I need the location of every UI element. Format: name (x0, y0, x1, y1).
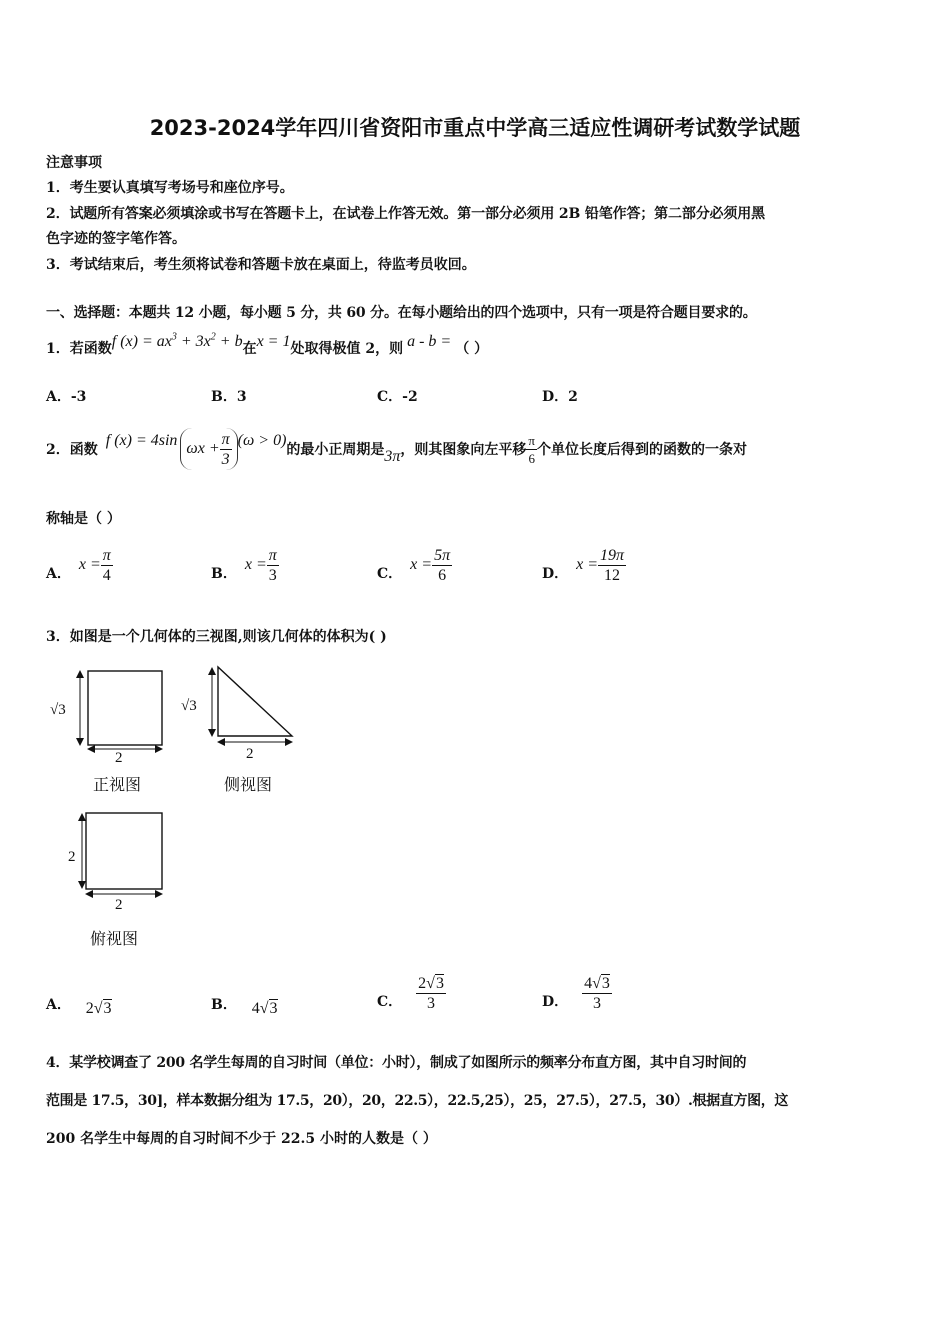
q3-option-b-label: B． (211, 997, 237, 1013)
top-view-square (86, 813, 162, 889)
q1-exp2: 2 (210, 331, 216, 343)
side-view-caption: 侧视图 (224, 775, 273, 794)
q2-mid-1: 的最小正周期是 (286, 442, 385, 458)
q3-option-a-label: A． (46, 997, 71, 1013)
q3-option-d-radicand: 3 (601, 974, 610, 992)
notice-item-3: 3．考试结束后，考生须将试卷和答题卡放在桌面上，待监考员收回。 (46, 257, 476, 273)
side-view-width-label: 2 (246, 746, 254, 762)
q1-paren: （ ） (455, 341, 489, 357)
q3-option-b-coef: 4 (251, 1000, 260, 1017)
q2-option-b-den: 3 (268, 566, 277, 584)
q4-line-3: 200 名学生中每周的自习时间不少于 22.5 小时的人数是（ ） (46, 1131, 437, 1147)
q2-three: 3 (221, 450, 230, 468)
q2-pi: π (221, 430, 230, 448)
q2-option-d-x: x = (576, 556, 599, 573)
q3-option-d: D． $\frac{4√3}{3}$ (542, 974, 610, 1012)
q3-option-b-radicand: 3 (269, 1000, 278, 1017)
q2-option-c-x: x = (410, 556, 433, 573)
q3-option-c-den: 3 (427, 994, 436, 1012)
q2-option-b-num: π (268, 546, 277, 564)
q1-option-b: B．3 (211, 389, 247, 405)
page-title: 2023-2024学年四川省资阳市重点中学高三适应性调研考试数学试题 (149, 116, 801, 140)
q2-mid-3: 个单位长度后得到的函数的一条对 (536, 442, 747, 458)
q2-option-a-x: x = (78, 556, 101, 573)
q2-option-d (542, 540, 626, 590)
q2-shift-pi: π (528, 432, 535, 448)
q3-option-a-coef: 2 (85, 1000, 94, 1017)
q1-stem (46, 331, 489, 358)
q2-option-d-den: 12 (604, 566, 621, 584)
front-view-square (88, 671, 162, 745)
q2-option-b (211, 540, 279, 590)
q1-x-value: x = 1 (256, 333, 291, 350)
notice-item-2-line-1: 2．试题所有答案必须填涂或书写在答题卡上，在试卷上作答无效。第一部分必须用 2B 铅笔作答；第二部分必须用黑 (46, 206, 765, 222)
q1-option-d: D．2 (542, 389, 578, 405)
q3-option-a-radicand: 3 (103, 1000, 112, 1017)
q2-shift-six: 6 (528, 450, 535, 466)
q1-term2: + 3x (176, 333, 211, 350)
q2-inner: ωx + (186, 440, 220, 457)
q2-option-c-den: 6 (438, 566, 447, 584)
top-view-caption: 俯视图 (90, 929, 139, 948)
q3-option-c-radicand: 3 (435, 974, 444, 992)
q2-line-2: 称轴是（ ） (46, 511, 121, 527)
q2-option-a (46, 540, 113, 590)
q2-option-a-label: A． (46, 566, 71, 582)
side-view-height-label: √3 (181, 698, 197, 714)
q2-option-c-label: C． (377, 566, 403, 582)
q2-option-a-den: 4 (102, 566, 111, 584)
q4-line-1: 4．某学校调查了 200 名学生每周的自习时间（单位：小时），制成了如图所示的频率分布直方图，其中自习时间的 (46, 1055, 747, 1071)
q1-at: 在 (242, 341, 257, 357)
q1-number: 1．若函数 (46, 341, 112, 357)
q2-option-c-num: 5π (434, 546, 451, 564)
q3-option-c: C． $\frac{2√3}{3}$ (377, 974, 444, 1012)
q2-option-a-num: π (102, 546, 111, 564)
q2-period: 3π (384, 448, 401, 465)
q3-option-c-coef: 2 (418, 974, 427, 992)
q4-line-2: 范围是 17.5，30]，样本数据分组为 17.5，20），20，22.5），22.5,25），25，27.5），27.5，30）.根据直方图，这 (46, 1093, 789, 1109)
three-view-diagram (40, 660, 310, 950)
front-view-width-label: 2 (115, 750, 123, 766)
front-view-height-label: √3 (50, 702, 66, 718)
q3-option-d-label: D． (542, 994, 569, 1010)
q1-function: f (x) = ax (111, 333, 172, 350)
q3-option-d-den: 3 (593, 994, 602, 1012)
q3-stem: 3．如图是一个几何体的三视图,则该几何体的体积为( ) (46, 629, 387, 645)
q1-option-c: C．-2 (377, 389, 418, 405)
q2-condition: (ω > 0) (237, 432, 287, 449)
notice-item-1: 1．考生要认真填写考场号和座位序号。 (46, 180, 294, 196)
q2-number: 2．函数 (46, 442, 98, 458)
q1-option-a: A．-3 (46, 389, 87, 405)
section-heading: 一、选择题：本题共 12 小题，每小题 5 分，共 60 分。在每小题给出的四个选项中，只有一项是符合题目要求的。 (46, 305, 757, 321)
q3-option-b: B． 4√3 (211, 997, 278, 1017)
q2-option-d-num: 19π (600, 546, 625, 564)
q2-function: f (x) = 4sin (105, 432, 178, 449)
q2-option-b-label: B． (211, 566, 237, 582)
q3-option-a: A． 2√3 (46, 997, 112, 1017)
q1-mid: 处取得极值 2，则 (290, 341, 404, 357)
q1-exp3: 3 (171, 331, 177, 343)
q2-option-c (377, 540, 452, 590)
side-view-triangle (218, 667, 292, 736)
q2-option-d-label: D． (542, 566, 569, 582)
top-view-height-label: 2 (68, 849, 76, 865)
q1-expression: a - b = (407, 333, 452, 350)
q2-option-b-x: x = (244, 556, 267, 573)
q2-mid-2: ，则其图象向左平移 (400, 442, 527, 458)
notice-heading: 注意事项 (46, 155, 102, 171)
notice-item-2-line-2: 色字迹的签字笔作答。 (46, 231, 186, 247)
q3-option-c-label: C． (377, 994, 403, 1010)
q3-option-d-coef: 4 (584, 974, 593, 992)
front-view-caption: 正视图 (93, 775, 142, 794)
q2-stem (46, 426, 747, 472)
q1-term3: + b (215, 333, 243, 350)
top-view-width-label: 2 (115, 897, 123, 913)
